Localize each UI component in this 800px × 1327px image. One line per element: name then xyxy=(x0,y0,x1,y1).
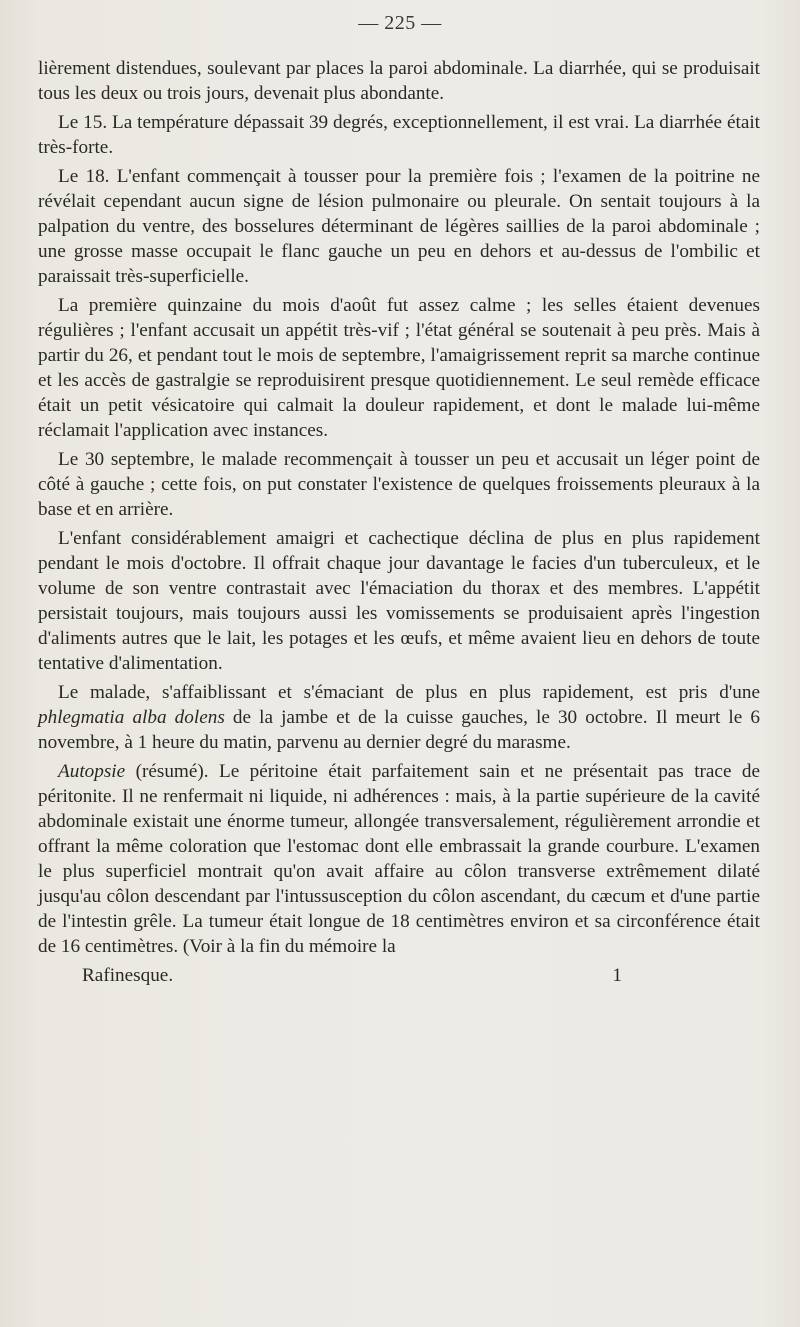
paragraph-autopsie xyxy=(38,759,760,959)
paragraph-phlegmatia xyxy=(38,680,760,755)
text-run: de la jambe et de la cuisse gauches, le 30 octobre. Il meurt le 6 novembre, à 1 heure du matin, parvenu au dernier degré du marasme. xyxy=(38,707,760,753)
paragraph-octobre: L'enfant considérablement amaigri et cachectique déclina de plus en plus rapidement pendant le mois d'octobre. Il offrait chaque jour davantage le facies d'un tuberculeux, et le volume de son ventre contrastait avec l'émaciation du thorax et des membres. L'appétit persistait toujours, mais toujours aussi les vomissements se produisaient après l'ingestion d'aliments autres que le lait, les potages et les œufs, et même avaient lieu en dehors de toute tentative d'alimentation. xyxy=(38,528,760,674)
footnote-mark: 1 xyxy=(612,965,622,986)
paragraph-aout: La première quinzaine du mois d'août fut assez calme ; les selles étaient devenues régulières ; l'enfant accusait un appétit très-vif ; l'état général se soutenait à peu près. Mais à partir du 26, et pendant tout le mois de septembre, l'amaigrissement reprit sa marche continue et les accès de gastralgie se reproduisirent presque quotidiennement. Le seul remède efficace était un petit vésicatoire qui calmait la douleur rapidement, et dont le malade lui-même réclamait l'application avec instances. xyxy=(38,295,760,441)
text-run: Le malade, s'affaiblissant et s'émaciant de plus en plus rapidement, est pris d'une xyxy=(58,682,760,703)
italic-term: phlegmatia alba dolens xyxy=(38,707,225,728)
footer-line xyxy=(82,963,622,988)
text-run: (résumé). Le péritoine était parfaitement sain et ne présentait pas trace de péritonite. Il ne renfermait ni liquide, ni adhérences : mais, à la partie supérieure de la cavité abdominale existait une énorme tumeur, allongée transversalement, régulièrement arrondie et offrant la même coloration que l'estomac dont elle embrassait la grande courbure. L'examen le plus superficiel montrait qu'on avait affaire au côlon transverse extrêmement dilaté jusqu'au côlon descendant par l'intussusception du côlon ascendant, du cæcum et d'une partie de l'intestin grêle. La tumeur était longue de 18 centimètres environ et sa circonférence était de 16 centimètres. (Voir à la fin du mémoire la xyxy=(38,761,760,957)
italic-heading: Autopsie xyxy=(58,761,126,782)
body-text xyxy=(38,56,760,959)
paragraph-le-18: Le 18. L'enfant commençait à tousser pour la première fois ; l'examen de la poitrine ne révélait cependant aucun signe de lésion pulmonaire ou pleurale. On sentait toujours à la palpation du ventre, des bosselures déterminant de légères saillies de la paroi abdominale ; une grosse masse occupait le flanc gauche un peu en dehors et au-dessus de l'ombilic et paraissait très-superficielle. xyxy=(38,166,760,287)
paragraph-continuation: lièrement distendues, soulevant par places la paroi abdominale. La diarrhée, qui se produisait tous les deux ou trois jours, devenait plus abondante. xyxy=(38,58,760,104)
paragraph-30-septembre: Le 30 septembre, le malade recommençait à tousser un peu et accusait un léger point de côté à gauche ; cette fois, on put constater l'existence de quelques froissements pleuraux à la base et en arrière. xyxy=(38,449,760,520)
paragraph-le-15: Le 15. La température dépassait 39 degrés, exceptionnellement, il est vrai. La diarrhée était très-forte. xyxy=(38,112,760,158)
signature-name: Rafinesque. xyxy=(82,965,174,986)
page-number: — 225 — xyxy=(358,12,442,34)
